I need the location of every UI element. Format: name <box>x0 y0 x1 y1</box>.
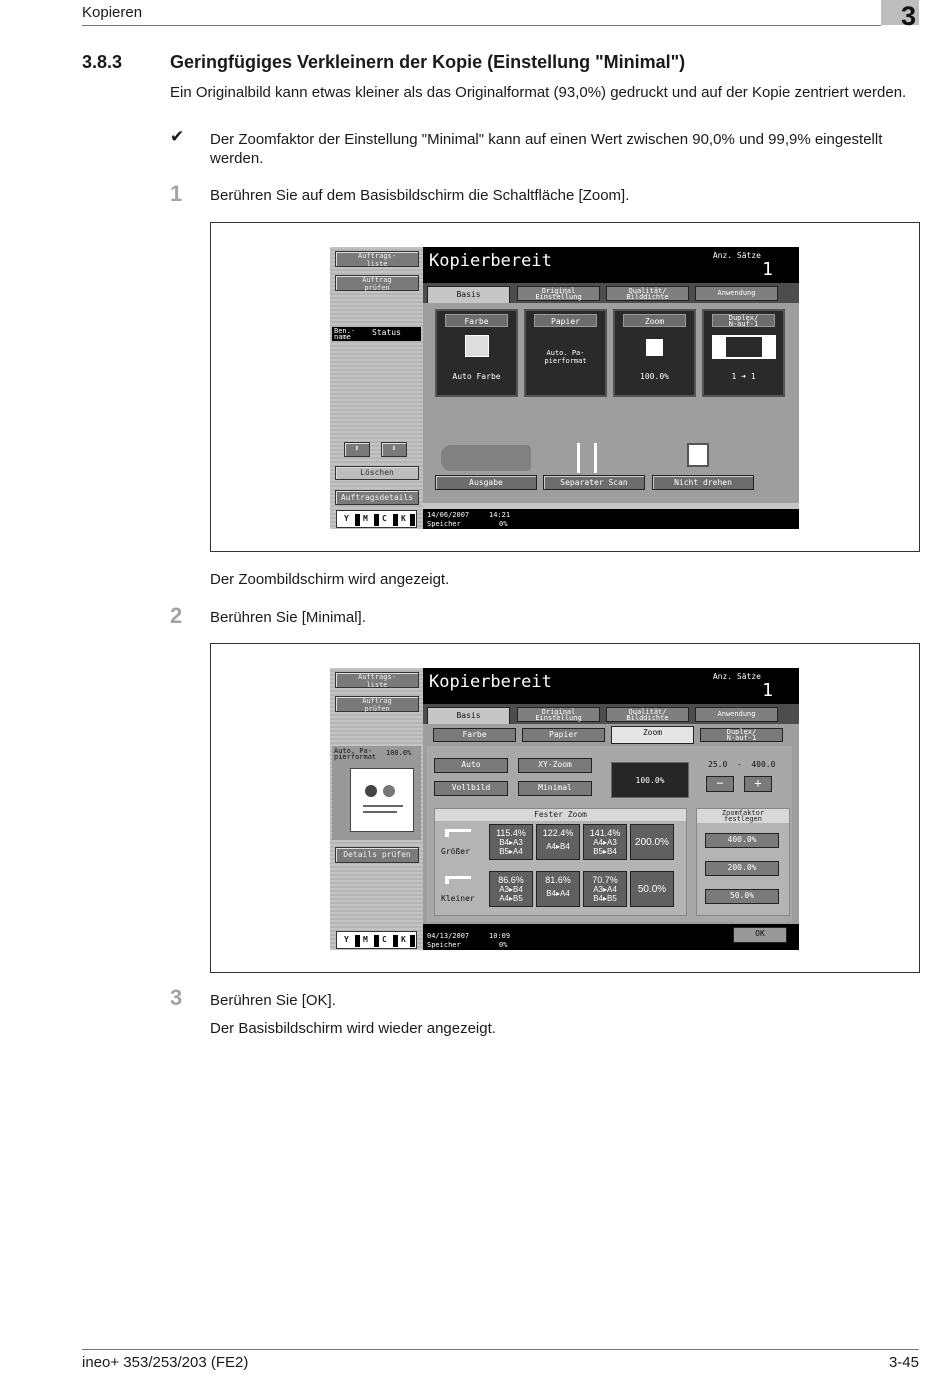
tab-quality[interactable]: Qualität/ Bilddichte <box>606 707 689 722</box>
status-time: 10:09 <box>489 932 511 940</box>
toner-y: Y <box>344 935 349 944</box>
preset-format: A4▸B4 <box>546 842 570 851</box>
footer-rule <box>82 1349 919 1350</box>
preset-pct: 86.6% <box>498 875 524 885</box>
toner-c: C <box>382 514 387 523</box>
card-value: Auto Farbe <box>452 372 501 381</box>
bigger-label: Größer <box>441 847 470 856</box>
card-value: 100.0% <box>640 372 669 381</box>
zoom-preset-tile[interactable]: 50.0% <box>630 871 674 907</box>
subtab-paper[interactable]: Papier <box>522 728 605 742</box>
check-details-button[interactable]: Details prüfen <box>335 847 419 863</box>
delete-button[interactable]: Löschen <box>335 466 419 480</box>
user-zoom-header: Zoomfaktor festlegen <box>697 809 789 823</box>
toner-y: Y <box>344 514 349 523</box>
note-paragraph: Der Zoomfaktor der Einstellung "Minimal" kann auf einen Wert zwischen 90,0% und 99,9% eingestellt werden. <box>210 131 883 167</box>
fixed-zoom-header: Fester Zoom <box>435 809 686 821</box>
ok-button[interactable]: OK <box>733 927 787 943</box>
screenshot-frame <box>210 643 920 973</box>
zoom-preset-tile[interactable] <box>583 871 627 907</box>
screenshot-frame <box>210 222 920 552</box>
job-list-button[interactable]: Auftrags- liste <box>335 251 419 267</box>
preview-zoom: 100.0% <box>386 749 412 757</box>
output-button[interactable]: Ausgabe <box>435 475 537 490</box>
toner-k: K <box>401 514 406 523</box>
duplex-card[interactable] <box>702 309 785 397</box>
original-preview-panel <box>332 746 421 840</box>
tab-quality[interactable]: Qualität/ Bilddichte <box>606 286 689 301</box>
color-icon <box>465 335 489 357</box>
page-icon <box>646 339 663 356</box>
copies-label: Anz. Sätze <box>712 672 761 681</box>
toner-m: M <box>363 514 368 523</box>
zoom-card[interactable] <box>613 309 696 397</box>
full-image-button[interactable]: Vollbild <box>434 781 508 796</box>
basis-main <box>423 303 799 503</box>
section-number: 3.8.3 <box>82 52 123 72</box>
zoom-preset-tile[interactable] <box>583 824 627 860</box>
status-date: 04/13/2007 <box>427 932 470 940</box>
card-label: Papier <box>534 314 597 327</box>
status-time: 14:21 <box>489 511 511 519</box>
status-bar <box>423 924 799 950</box>
smaller-label: Kleiner <box>441 894 475 903</box>
col-status: Status <box>372 328 401 337</box>
xy-zoom-button[interactable]: XY-Zoom <box>518 758 592 773</box>
step-number: 2 <box>170 603 183 628</box>
preset-pct: 122.4% <box>542 828 574 838</box>
preset-format: A3▸B4 A4▸B5 <box>499 885 523 903</box>
preset-pct: 141.4% <box>589 828 621 838</box>
header-rule <box>82 25 881 26</box>
user-zoom-button[interactable]: 400.0% <box>705 833 779 848</box>
basis-screen <box>330 247 799 529</box>
job-details-button[interactable]: Auftragsdetails <box>335 490 419 505</box>
status-date: 14/06/2007 <box>427 511 470 519</box>
separate-scan-button[interactable]: Separater Scan <box>543 475 645 490</box>
enlarge-icon <box>445 829 471 837</box>
tab-bar <box>423 283 799 303</box>
preview-paper: Auto. Pa- pierformat <box>334 747 377 761</box>
screen-title: Kopierbereit <box>429 251 552 271</box>
step-number: 3 <box>170 985 183 1010</box>
preset-pct: 70.7% <box>592 875 618 885</box>
check-job-button[interactable]: Auftrag prüfen <box>335 696 419 712</box>
tab-application[interactable]: Anwendung <box>695 286 778 301</box>
zoom-value-display: 100.0% <box>611 762 689 798</box>
copies-label: Anz. Sätze <box>712 251 761 260</box>
memory-label: Speicher <box>427 520 461 528</box>
step-text: Berühren Sie [Minimal]. <box>210 609 366 626</box>
zoom-screen <box>330 668 799 950</box>
job-list-button[interactable]: Auftrags- liste <box>335 672 419 688</box>
subtab-color[interactable]: Farbe <box>433 728 516 742</box>
section-title: Geringfügiges Verkleinern der Kopie (Einstellung "Minimal") <box>170 52 686 72</box>
step-number: 1 <box>170 181 183 206</box>
zoom-minus-button[interactable]: − <box>706 776 734 792</box>
step-text: Berühren Sie [OK]. <box>210 992 336 1009</box>
minimal-button[interactable]: Minimal <box>518 781 592 796</box>
col-name: Ben.- name <box>334 327 356 341</box>
output-icon <box>441 445 531 471</box>
fixed-zoom-panel <box>434 808 687 916</box>
separate-scan-icon <box>577 443 597 473</box>
preset-format: B4▸A4 <box>546 889 570 898</box>
title-bar <box>423 668 799 704</box>
zoom-range: 25.0 - 400.0 <box>708 760 776 769</box>
toner-indicator <box>336 931 417 949</box>
zoom-preset-tile[interactable] <box>536 871 580 907</box>
copies-count: 1 <box>762 680 773 701</box>
reduce-icon <box>445 876 471 884</box>
footer-model: ineo+ 353/253/203 (FE2) <box>82 1354 249 1371</box>
card-label: Zoom <box>623 314 686 327</box>
screen-title: Kopierbereit <box>429 672 552 692</box>
subtab-duplex[interactable]: Duplex/ N-auf-1 <box>700 728 783 742</box>
color-card[interactable] <box>435 309 518 397</box>
tab-original[interactable]: Original Einstellung <box>517 707 600 722</box>
preset-pct: 81.6% <box>545 875 571 885</box>
zoom-preset-tile[interactable]: 200.0% <box>630 824 674 860</box>
step-result: Der Zoombildschirm wird angezeigt. <box>210 571 450 588</box>
preset-format: A3▸A4 B4▸B5 <box>593 885 617 903</box>
tab-original[interactable]: Original Einstellung <box>517 286 600 301</box>
user-zoom-panel <box>696 808 790 916</box>
memory-value: 0% <box>499 520 508 528</box>
tab-bar <box>423 704 799 724</box>
left-panel <box>330 247 423 529</box>
zoom-preset-tile[interactable] <box>536 824 580 860</box>
preset-format: B4▸A3 B5▸A4 <box>499 838 523 856</box>
no-rotate-icon <box>687 443 709 467</box>
zoom-preset-tile[interactable] <box>489 824 533 860</box>
subtab-zoom[interactable]: Zoom <box>611 726 694 744</box>
card-label: Farbe <box>445 314 508 327</box>
left-panel <box>330 668 423 950</box>
running-header: Kopieren <box>82 4 143 21</box>
title-bar <box>423 247 799 283</box>
user-zoom-button[interactable]: 50.0% <box>705 889 779 904</box>
status-bar <box>423 509 799 529</box>
paper-card[interactable] <box>524 309 607 397</box>
step-result: Der Basisbildschirm wird wieder angezeigt. <box>210 1020 496 1037</box>
copies-count: 1 <box>762 259 773 280</box>
preset-pct: 115.4% <box>496 828 526 838</box>
no-rotate-button[interactable]: Nicht drehen <box>652 475 754 490</box>
toner-c: C <box>382 935 387 944</box>
intro-paragraph: Ein Originalbild kann etwas kleiner als das Originalformat (93,0%) gedruckt und auf der Kopie zentriert werden. <box>170 84 907 101</box>
scroll-down-button[interactable]: ⬇ <box>381 442 407 457</box>
scroll-up-button[interactable]: ⬆ <box>344 442 370 457</box>
job-table-header <box>332 327 421 341</box>
step-text: Berühren Sie auf dem Basisbildschirm die Schaltfläche [Zoom]. <box>210 187 630 204</box>
tab-basis[interactable]: Basis <box>427 286 510 304</box>
preview-page <box>350 768 414 832</box>
zoom-preset-tile[interactable] <box>489 871 533 907</box>
check-job-button[interactable]: Auftrag prüfen <box>335 275 419 291</box>
user-zoom-button[interactable]: 200.0% <box>705 861 779 876</box>
toner-k: K <box>401 935 406 944</box>
memory-value: 0% <box>499 941 508 949</box>
checkmark-icon: ✔ <box>170 127 185 146</box>
chapter-number: 3 <box>900 1 916 31</box>
auto-zoom-button[interactable]: Auto <box>434 758 508 773</box>
zoom-plus-button[interactable]: + <box>744 776 772 792</box>
card-value: Auto. Pa- pierformat <box>544 349 587 365</box>
toner-m: M <box>363 935 368 944</box>
preset-format: A4▸A3 B5▸B4 <box>593 838 617 856</box>
toner-indicator <box>336 510 417 528</box>
tab-basis[interactable]: Basis <box>427 707 510 725</box>
card-value: 1 ➜ 1 <box>731 372 756 381</box>
page-number: 3-45 <box>888 1354 919 1371</box>
memory-label: Speicher <box>427 941 461 949</box>
card-label: Duplex/ N-auf-1 <box>712 314 775 327</box>
duplex-icon <box>712 335 776 359</box>
tab-application[interactable]: Anwendung <box>695 707 778 722</box>
